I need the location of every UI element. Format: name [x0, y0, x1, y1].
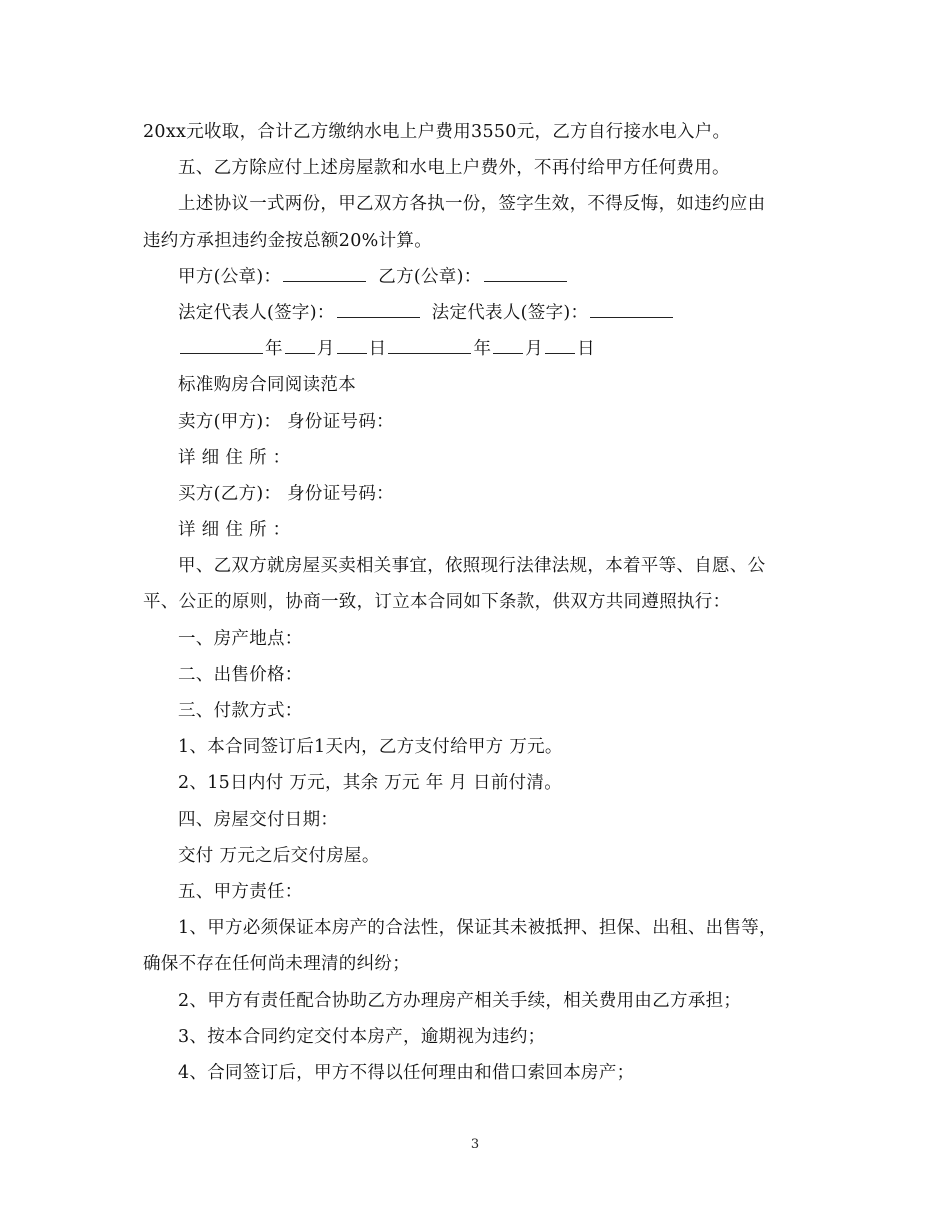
clause-item: 2、15日内付 万元，其余 万元 年 月 日前付清。 [178, 773, 563, 794]
party-b-seal-label: 乙方(公章)： [378, 266, 482, 287]
seller-info: 卖方(甲方)： 身份证号码： [178, 411, 394, 432]
month-blank-a [285, 335, 315, 354]
seal-signature-line [143, 259, 803, 295]
paragraph-line: 确保不存在任何尚未理清的纠纷； [143, 954, 410, 975]
day-label: 日 [577, 339, 595, 360]
day-blank-a [337, 335, 367, 354]
clause-item: 1、甲方必须保证本房产的合法性，保证其未被抵押、担保、出租、出售等， [178, 918, 777, 939]
clause-heading: 二、出售价格： [178, 664, 303, 685]
year-blank-b [388, 335, 471, 354]
clause-item: 3、按本合同约定交付本房产，逾期视为违约； [178, 1026, 546, 1047]
paragraph-line: 五、乙方除应付上述房屋款和水电上户费外，不再付给甲方任何费用。 [178, 158, 730, 179]
year-blank-a [180, 335, 263, 354]
party-a-seal-label: 甲方(公章)： [178, 266, 282, 287]
clause-item: 交付 万元之后交付房屋。 [178, 845, 380, 866]
month-blank-b [493, 335, 523, 354]
paragraph-line: 20xx元收取，合计乙方缴纳水电上户费用3550元，乙方自行接水电入户。 [143, 122, 731, 142]
clause-item: 2、甲方有责任配合协助乙方办理房产相关手续，相关费用由乙方承担； [178, 990, 742, 1011]
page-number: 3 [470, 1137, 480, 1152]
day-label: 日 [368, 339, 387, 360]
party-b-rep-label: 法定代表人(签字)： [431, 302, 589, 323]
party-a-rep-blank [337, 299, 420, 318]
paragraph-line: 违约方承担违约金按总额20%计算。 [143, 230, 432, 251]
year-label: 年 [473, 339, 492, 360]
contract-title: 标准购房合同阅读范本 [178, 375, 356, 396]
year-label: 年 [265, 339, 283, 360]
party-a-seal-blank [283, 263, 366, 282]
party-b-seal-blank [484, 263, 567, 282]
clause-heading: 五、甲方责任： [178, 881, 303, 902]
month-label: 月 [316, 339, 335, 360]
clause-heading: 三、付款方式： [178, 701, 303, 721]
document-body [143, 114, 803, 1091]
clause-heading: 四、房屋交付日期： [178, 809, 339, 830]
month-label: 月 [525, 339, 544, 360]
representative-signature-line [143, 295, 803, 331]
day-blank-b [545, 335, 575, 354]
clause-item: 1、本合同签订后1天内，乙方支付给甲方 万元。 [178, 737, 563, 758]
party-b-rep-blank [590, 299, 673, 318]
date-signature-line [143, 331, 803, 367]
party-a-rep-label: 法定代表人(签字)： [178, 302, 335, 323]
clause-heading: 一、房产地点： [178, 628, 303, 649]
paragraph-line: 上述协议一式两份，甲乙双方各执一份，签字生效，不得反悔，如违约应由 [178, 194, 766, 215]
paragraph-line: 平、公正的原则，协商一致，订立本合同如下条款，供双方共同遵照执行： [143, 592, 731, 613]
clause-item: 4、合同签订后，甲方不得以任何理由和借口索回本房产； [178, 1062, 635, 1083]
paragraph-line: 甲、乙双方就房屋买卖相关事宜，依照现行法律法规，本着平等、自愿、公 [178, 556, 766, 577]
buyer-address: 详 细 住 所 ： [178, 520, 291, 541]
buyer-info: 买方(乙方)： 身份证号码： [178, 483, 394, 504]
seller-address: 详 细 住 所 ： [178, 447, 291, 468]
